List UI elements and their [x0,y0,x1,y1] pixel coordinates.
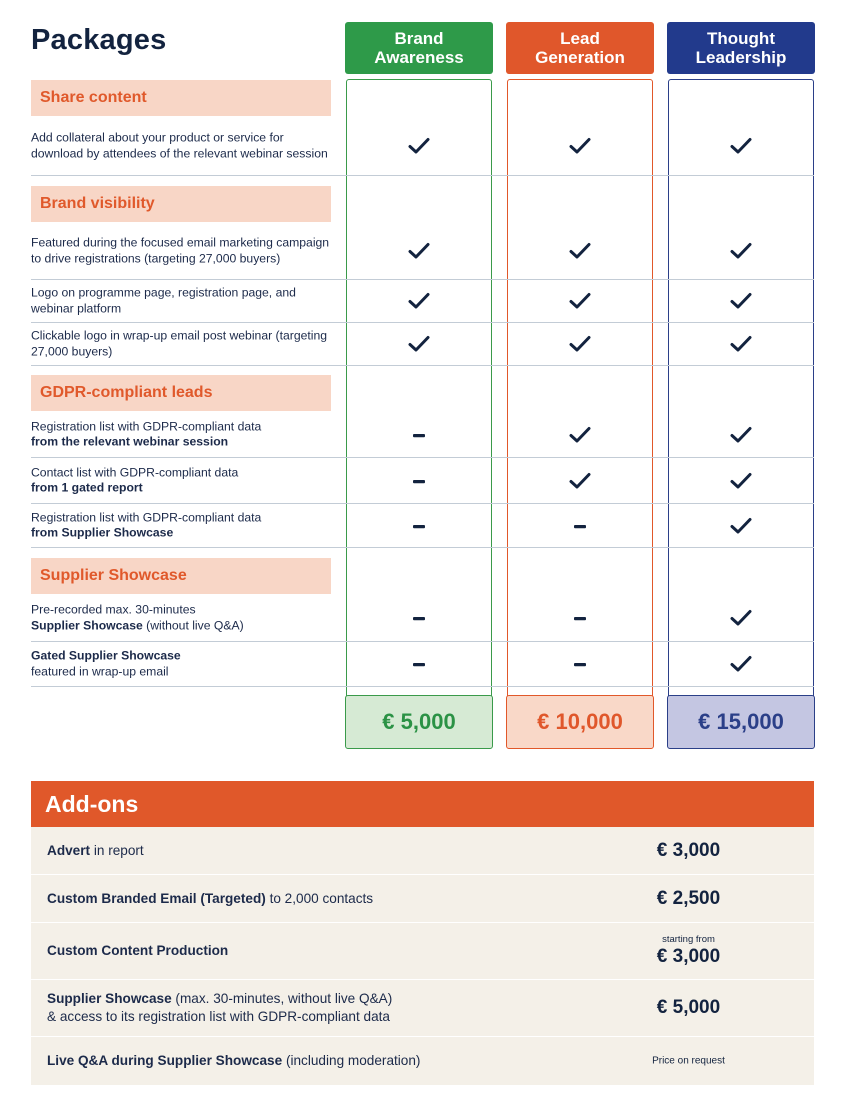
feature-row [31,117,814,176]
column-header-line: Brand [394,29,444,48]
price-thought-leadership: € 15,000 [667,695,815,749]
feature-text [31,419,336,450]
feature-text [31,603,336,634]
addon-row [31,923,814,980]
feature-row [31,223,814,280]
feature-text-bold: Supplier Showcase [31,618,143,632]
feature-text-plain: Clickable logo in wrap-up email post webinar (targeting 27,000 buyers) [31,328,328,358]
feature-text-bold: from the relevant webinar session [31,434,229,449]
check-icon-brand-awareness [407,241,431,261]
addon-label [47,890,567,908]
feature-text [31,649,336,680]
check-icon-thought-leadership [729,241,753,261]
feature-text [31,465,336,496]
addon-label-text: to 2,000 contacts [265,890,374,906]
addon-label [47,842,567,860]
addon-label-text: in report [90,842,144,858]
feature-text-bold: from 1 gated report [31,480,143,495]
addon-price: € 3,000 [656,839,721,861]
feature-text [31,329,336,360]
feature-row [31,280,814,323]
feature-text-bold: from Supplier Showcase [31,525,174,540]
check-icon-thought-leadership [729,291,753,311]
page-title: Packages [31,24,167,56]
addon-label-text: (max. 30-minutes, without live Q&A) [171,991,393,1006]
column-header-thought-leadership [667,22,815,74]
addon-label-line2: & access to its registration list with GDPR-compliant data [47,1009,390,1024]
check-icon-lead-generation [568,241,592,261]
check-icon-brand-awareness [407,136,431,156]
feature-text [31,236,336,267]
dash-icon-lead-generation [568,608,592,628]
section-heading-brand-visibility: Brand visibility [31,186,331,222]
feature-text-plain: Featured during the focused email marketing campaign to drive registrations (targeting 27,000 buyers) [31,235,330,265]
addon-label [47,990,567,1026]
check-icon-lead-generation [568,471,592,491]
dash-icon-lead-generation [568,516,592,536]
price-lead-generation: € 10,000 [506,695,654,749]
feature-row [31,412,814,458]
addons-panel [31,781,814,1085]
column-header-line: Generation [535,48,625,67]
addon-price-on-request: Price on request [652,1055,725,1067]
section-heading-share-content: Share content [31,80,331,116]
feature-text-plain: Logo on programme page, registration page, and webinar platform [31,285,296,315]
check-icon-thought-leadership [729,654,753,674]
check-icon-lead-generation [568,334,592,354]
check-icon-thought-leadership [729,136,753,156]
feature-text-plain: Pre-recorded max. 30-minutes [31,602,196,617]
addon-price-note: starting from [662,934,715,945]
feature-text-plain: Registration list with GDPR-compliant data [31,510,262,524]
column-header-brand-awareness [345,22,493,74]
addon-label [47,942,567,960]
addon-row [31,980,814,1037]
column-header-line: Awareness [374,48,464,67]
check-icon-lead-generation [568,425,592,445]
column-header-line: Thought [707,29,775,48]
feature-text-plain: featured in wrap-up email [31,664,169,678]
addon-label-bold: Custom Content Production [47,943,229,958]
feature-text-suffix: (without live Q&A) [142,618,244,632]
addon-row [31,1037,814,1085]
addon-price: € 2,500 [656,887,721,909]
check-icon-thought-leadership [729,425,753,445]
feature-row [31,504,814,548]
check-icon-thought-leadership [729,516,753,536]
check-icon-brand-awareness [407,334,431,354]
section-heading-supplier-showcase: Supplier Showcase [31,558,331,594]
column-header-line: Leadership [695,48,787,67]
addon-price-block [611,934,766,968]
feature-text [31,131,336,162]
addon-label-bold: Custom Branded Email (Targeted) [47,890,266,906]
addon-label-bold: Live Q&A during Supplier Showcase [47,1053,283,1068]
check-icon-thought-leadership [729,334,753,354]
dash-icon-brand-awareness [407,516,431,536]
feature-text-plain: Add collateral about your product or service for download by attendees of the relevant webinar session [31,130,328,160]
addon-price: € 3,000 [656,946,721,967]
addon-label-bold: Supplier Showcase [47,991,172,1006]
addons-heading: Add-ons [31,781,814,827]
dash-icon-lead-generation [568,654,592,674]
check-icon-lead-generation [568,136,592,156]
check-icon-thought-leadership [729,608,753,628]
addon-label-text: (including moderation) [282,1053,421,1068]
feature-row [31,595,814,642]
column-header-lead-generation [506,22,654,74]
check-icon-thought-leadership [729,471,753,491]
check-icon-brand-awareness [407,291,431,311]
check-icon-lead-generation [568,291,592,311]
feature-row [31,323,814,366]
feature-row [31,642,814,687]
addon-price: € 5,000 [656,997,721,1018]
dash-icon-brand-awareness [407,471,431,491]
feature-text-plain: Registration list with GDPR-compliant data [31,419,262,433]
addon-row [31,827,814,875]
feature-text-bold: Gated Supplier Showcase [31,648,181,663]
dash-icon-brand-awareness [407,608,431,628]
feature-text [31,510,336,541]
feature-text [31,286,336,317]
dash-icon-brand-awareness [407,654,431,674]
addon-label [47,1052,567,1070]
addon-label-bold: Advert [47,842,91,858]
dash-icon-brand-awareness [407,425,431,445]
feature-text-plain: Contact list with GDPR-compliant data [31,465,239,479]
column-header-line: Lead [560,29,600,48]
price-brand-awareness: € 5,000 [345,695,493,749]
section-heading-gdpr-leads: GDPR-compliant leads [31,375,331,411]
addon-row [31,875,814,923]
feature-row [31,458,814,504]
